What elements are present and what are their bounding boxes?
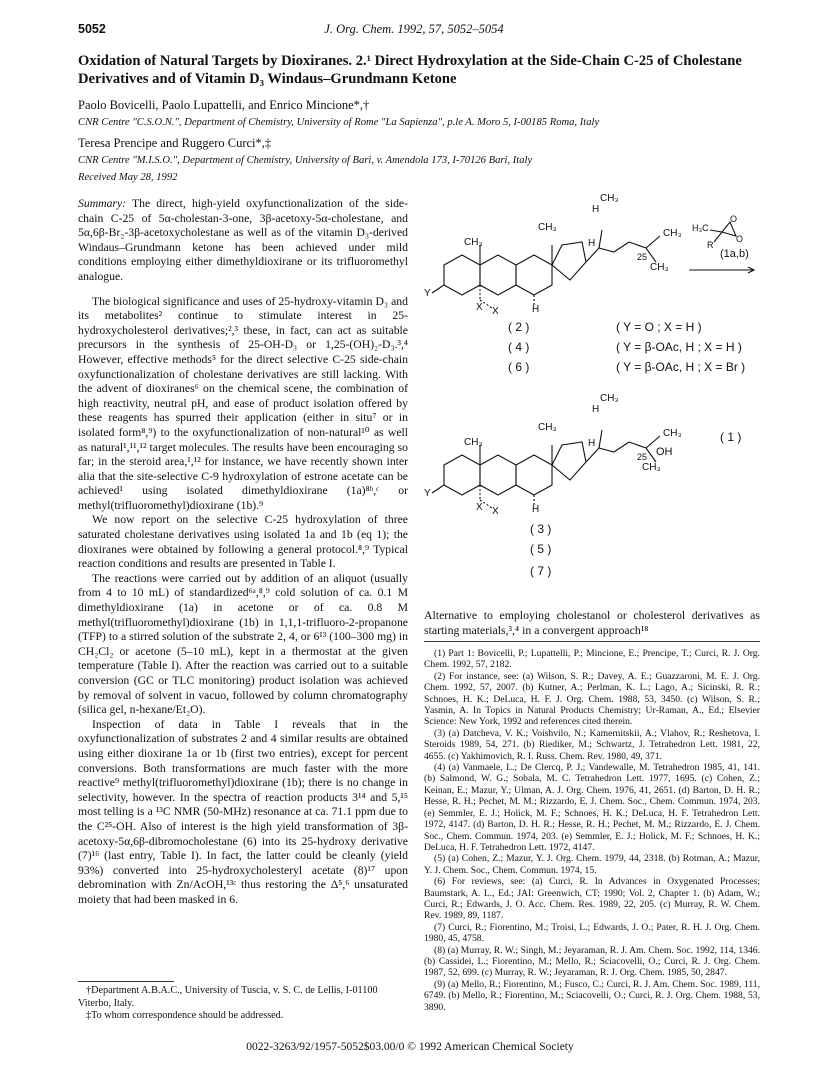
- body-paragraph: The biological significance and uses of 25-hydroxy-vitamin D₃ and its metabolites² continue to stimulate interest in 25-hydroxycholesterol derivatives;²,³ these, in fact, can act as suitable precursors in the synthesis of 25-OH-D₃ or 1,25-(OH)₂-D₃.³,⁴ However, effective methods⁵ for the direct selective C-25 side-chain oxyfunctionalization of cholestane derivatives are still lacking. With the advent of dioxiranes⁶ on the chemical scene, the combination of high reactivity, neutral pH, and ease of product isolation offered by these reagents has spurred their application (either in situ⁷ or in isolated form⁸,⁹) to the oxyfunctionalization of non-natural¹⁰ as well as natural¹,¹¹,¹² target molecules. The results have been encouraging so far; in the steroid area,¹,¹² for instance, we have recently shown inter alia that the site-selective C-9 hydroxylation of estrone acetate can be achieved¹ using isolated dimethyldioxirane (1a)⁸ᵇ,ᶜ or methyl(trifluoromethyl)dioxirane (1b).⁹: [78, 294, 408, 512]
- reagent-label: (1a,b): [720, 248, 749, 260]
- copyright-line: 0022-3263/92/1957-5052$03.00/0 © 1992 American Chemical Society: [246, 1041, 574, 1053]
- atom-label: OH: [656, 446, 673, 458]
- atom-label: CH₃: [600, 193, 619, 204]
- atom-label: H: [592, 404, 600, 415]
- reference-item: (9) (a) Mello, R.; Fiorentino, M.; Fusco, C.; Curci, R. J. Am. Chem. Soc. 1989, 111, 6749. (b) Mello, R.; Fiorentino, M.; Sciacovelli, O.; Curci, R. J. Org. Chem. 1988, 53, 3890.: [424, 978, 760, 1013]
- footnote-dagger: †Department A.B.A.C., University of Tuscia, v. S. C. de Lellis, I-01100 Viterbo, Italy.: [78, 985, 378, 1009]
- compound-number: ( 4 ): [508, 340, 530, 354]
- compound-number: ( 5 ): [530, 542, 552, 556]
- footnote-double-dagger: ‡To whom correspondence should be addressed.: [86, 1010, 284, 1022]
- reaction-scheme: [424, 190, 760, 608]
- compound-conditions: ( Y = β-OAc, H ; X = Br ): [616, 360, 746, 374]
- affiliation-bari: CNR Centre "M.I.S.O.", Department of Chemistry, University of Bari, v. Amendola 173, I-70126 Bari, Italy: [78, 155, 533, 166]
- atom-label: CH₃: [464, 437, 483, 448]
- atom-label: X: [492, 506, 499, 517]
- atom-label: H: [588, 438, 596, 449]
- author-footnotes: [78, 985, 408, 1023]
- atom-label: Y: [424, 488, 431, 499]
- summary-label: Summary:: [78, 197, 127, 210]
- body-paragraph: We now report on the selective C-25 hydroxylation of three saturated cholestane derivatives using isolated 1a and 1b (eq 1); the dioxiranes were obtained by following a general protocol.⁸,⁹ Typical reaction conditions and results are presented in Table I.: [78, 513, 408, 571]
- atom-label: CH₃: [538, 422, 557, 433]
- reference-item: (6) For reviews, see: (a) Curci, R. In Advances in Oxygenated Processes; Baumstark, A. L., Ed.; JAI: Greenwich, CT; 1990; Vol. 2, Chapter 1. (b) Adam, W.; Curci, R.; Edwards, J. O. Acc. Chem. Res. 1989, 22, 205. (c) Murray, R. W. Chem. Rev. 1989, 89, 1187.: [424, 876, 760, 922]
- compound-number: ( 7 ): [530, 564, 552, 578]
- compound-conditions: ( Y = O ; X = H ): [616, 320, 702, 334]
- atom-label: CH₃: [663, 228, 682, 239]
- compound-number: ( 2 ): [508, 320, 530, 334]
- atom-label: R: [707, 240, 714, 250]
- compound-number: ( 6 ): [508, 360, 530, 374]
- reference-item: (5) (a) Cohen, Z.; Mazur, Y. J. Org. Chem. 1979, 44, 2318. (b) Rotman, A.; Mazur, Y. J. Chem. Soc., Chem. Commun. 1974, 15.: [424, 853, 760, 876]
- atom-label: H: [532, 504, 540, 515]
- authors-rome: Paolo Bovicelli, Paolo Lupattelli, and Enrico Mincione*,†: [78, 98, 370, 112]
- reference-item: (8) (a) Murray, R. W.; Singh, M.; Jeyaraman, R. J. Am. Chem. Soc. 1992, 114, 1346. (b) Cassidei, L.; Fiorentino, M.; Mello, R.; Sciacovelli, O.; Curci, R. J. Org. Chem. 1987, 52, 699. (c) Murray, R. W.; Jeyaraman, R. J. Org. Chem. 1985, 50, 2847.: [424, 944, 760, 979]
- summary-paragraph: [78, 197, 408, 285]
- reference-item: (4) (a) Vanmaele, L.; De Clercq, P. J.; Vandewalle, M. Tetrahedron 1985, 41, 141. (b) Salmond, W. G.; Sobala, M. C. Tetrahedron Lett. 1977, 1695. (c) Cohen, Z.; Keinan, E.; Mazur, Y.; Ulman, A. J. Org. Chem. 1976, 41, 2651. (d) Barton, D. H. R.; Hesse, R. H.; Pechet, M. M.; Rizzardo, E. J. Chem. Soc., Chem. Commun. 1974, 203. (e) Semmler, E. J.; Holick, M. F.; Schnoes, H. K.; DeLuca, H. F. Tetrahedron Lett. 1972, 4147. (d) Barton, D. H. R.; Hesse, R. H.; Pechet, M. M.; Rizzardo, E. J. Chem. Soc., Chem. Commun. 1974, 203. (e) Semmler, E. J.; Holick, M. F.; Schnoes, H. K.; DeLuca, H. F. Tetrahedron Lett. 1972, 4147.: [424, 762, 760, 853]
- atom-label: Y: [424, 288, 431, 299]
- authors-bari: Teresa Prencipe and Ruggero Curci*,‡: [78, 136, 272, 150]
- atom-label: O: [730, 214, 738, 224]
- page-number: 5052: [78, 22, 106, 36]
- atom-label: H: [532, 304, 540, 315]
- reference-item: (7) Curci, R.; Fiorentino, M.; Troisi, L.; Edwards, J. O.; Pater, R. H. J. Org. Chem. 1980, 45, 4758.: [424, 921, 760, 945]
- reference-item: (3) (a) Datcheva, V. K.; Voishvilo, N.; Kamernitskii, A.; Vlahov, R.; Reshetova, I. Steroids 1989, 54, 271. (b) Riediker, M.; Schwartz, J. Tetrahedron Lett. 1981, 22, 4655. (c) Yakhimovich, R. I. Russ. Chem. Rev. 1980, 49, 371.: [424, 727, 760, 762]
- atom-label: X: [492, 306, 499, 317]
- scheme-drawing: [424, 190, 760, 608]
- atom-label: H: [588, 238, 596, 249]
- compound-number: ( 3 ): [530, 522, 552, 536]
- atom-label: CH₃: [663, 428, 682, 439]
- references-rule: [424, 641, 760, 642]
- atom-label: X: [476, 502, 483, 513]
- dioxirane-ring: [722, 222, 736, 236]
- atom-label: H: [592, 204, 600, 215]
- atom-label: CH₃: [538, 222, 557, 233]
- left-column: [78, 197, 408, 908]
- atom-label: X: [476, 302, 483, 313]
- atom-label: 25: [637, 252, 648, 262]
- atom-label: CH₃: [642, 462, 661, 473]
- body-paragraph: The reactions were carried out by addition of an aliquot (usually from 4 to 10 mL) of standardized⁶ᵃ,⁸,⁹ cold solution of ca. 0.1 M dimethyldioxirane (1a) in acetone or of ca. 0.8 M methyl(trifluoromethyl)dioxirane (1b) in 1,1,1-trifluoro-2-propanone (TFP) to a stirred solution of the substrate 2, 4, or 6¹³ (100–300 mg) in CH₂Cl₂ or acetone (5–10 mL), kept in a thermostat at the given temperature (Table I). After the reaction was carried out to a suitable conversion (GC or TLC monitoring) product isolation was achieved by removal of solvent in vacuo, followed by column chromatography (silica gel, n-hexane/Et₂O).: [78, 571, 408, 717]
- atom-label: CH₃: [600, 393, 619, 404]
- journal-citation: J. Org. Chem. 1992, 57, 5052–5054: [324, 22, 504, 36]
- scheme-caption: Alternative to employing cholestanol or cholesterol derivatives as starting materials,³,⁴ in a convergent approach¹⁸: [424, 608, 760, 637]
- footnote-rule: [78, 981, 174, 982]
- equation-number: ( 1 ): [720, 430, 742, 444]
- received-date: Received May 28, 1992: [78, 172, 178, 183]
- references-list: [424, 648, 760, 1013]
- atom-label: O: [736, 234, 744, 244]
- atom-label: CH₃: [464, 237, 483, 248]
- body-paragraph: Inspection of data in Table I reveals that in the oxyfunctionalization of substrates 2 and 4 similar results are obtained using either dioxirane 1a or 1b (first two entries), except for percent conversions. Both transformations are much faster with the more reactive⁹ methyl(trifluoromethyl)dioxirane (1b); there is no change in selectivity, however. In the spectra of reaction products 3¹⁴ and 5,¹⁵ most telling is a ¹³C NMR (50-MHz) resonance at ca. 71.1 ppm due to the C²⁵-OH. Also of interest is the high yield transformation of 3β-acetoxy-5α,6β-dibromocholestane (6) into its 25-hydroxy derivative (7)¹⁶ (last entry, Table I). In fact, the latter could be cleanly (yield 93%) converted into 25-hydroxycholesteryl acetate (8)¹⁷ upon debromination with Zn/AcOH,¹³ᶜ thus restoring the Δ⁵,⁶ unsaturated moiety that had been masked in 6.: [78, 717, 408, 906]
- affiliation-rome: CNR Centre "C.S.O.N.", Department of Chemistry, University of Rome "La Sapienza", p.le A. Moro 5, I-00185 Roma, Italy: [78, 117, 600, 128]
- running-head: [78, 22, 750, 40]
- article-title: Oxidation of Natural Targets by Dioxiranes. 2.¹ Direct Hydroxylation at the Side-Chain C-25 of Cholestane Derivatives and of Vitamin D₃ Windaus–Grundmann Ketone: [78, 53, 742, 87]
- reference-item: (1) Part 1: Bovicelli, P.; Lupattelli, P.; Mincione, E.; Prencipe, T.; Curci, R. J. Org. Chem. 1992, 57, 2182.: [424, 648, 760, 671]
- atom-label: 25: [637, 452, 648, 462]
- atom-label: CH₃: [650, 262, 669, 273]
- summary-text: The direct, high-yield oxyfunctionalization of the side-chain C-25 of 5α-cholestan-3-one, 3β-acetoxy-5α-cholestane, and 5α,6β-Br₂-3β-acetoxycholestane as well as of the vitamin D₃-derived Windaus–Grundmann ketone has been achieved under mild conditions employing either dimethyldioxirane or its trifluoromethyl analogue.: [78, 197, 408, 283]
- compound-conditions: ( Y = β-OAc, H ; X = H ): [616, 340, 742, 354]
- atom-label: H₃C: [692, 223, 709, 233]
- reference-item: (2) For instance, see: (a) Wilson, S. R.; Davey, A. E.; Guazzaroni, M. E. J. Org. Chem. 1992, 57, 2007. (b) Kutner, A.; Perlman, K. L.; Lago, A.; Sicinski, R. R.; Schnoes, H. K.; DeLuca, H. F. J. Org. Chem. 1988, 53, 3450. (c) Wilson, S. R.; Yasmin, A. In Topics in Natural Products Chemistry; Ur-Raman, A., Ed.; Elsevier Science: New York, 1992 and references cited therein.: [424, 670, 760, 728]
